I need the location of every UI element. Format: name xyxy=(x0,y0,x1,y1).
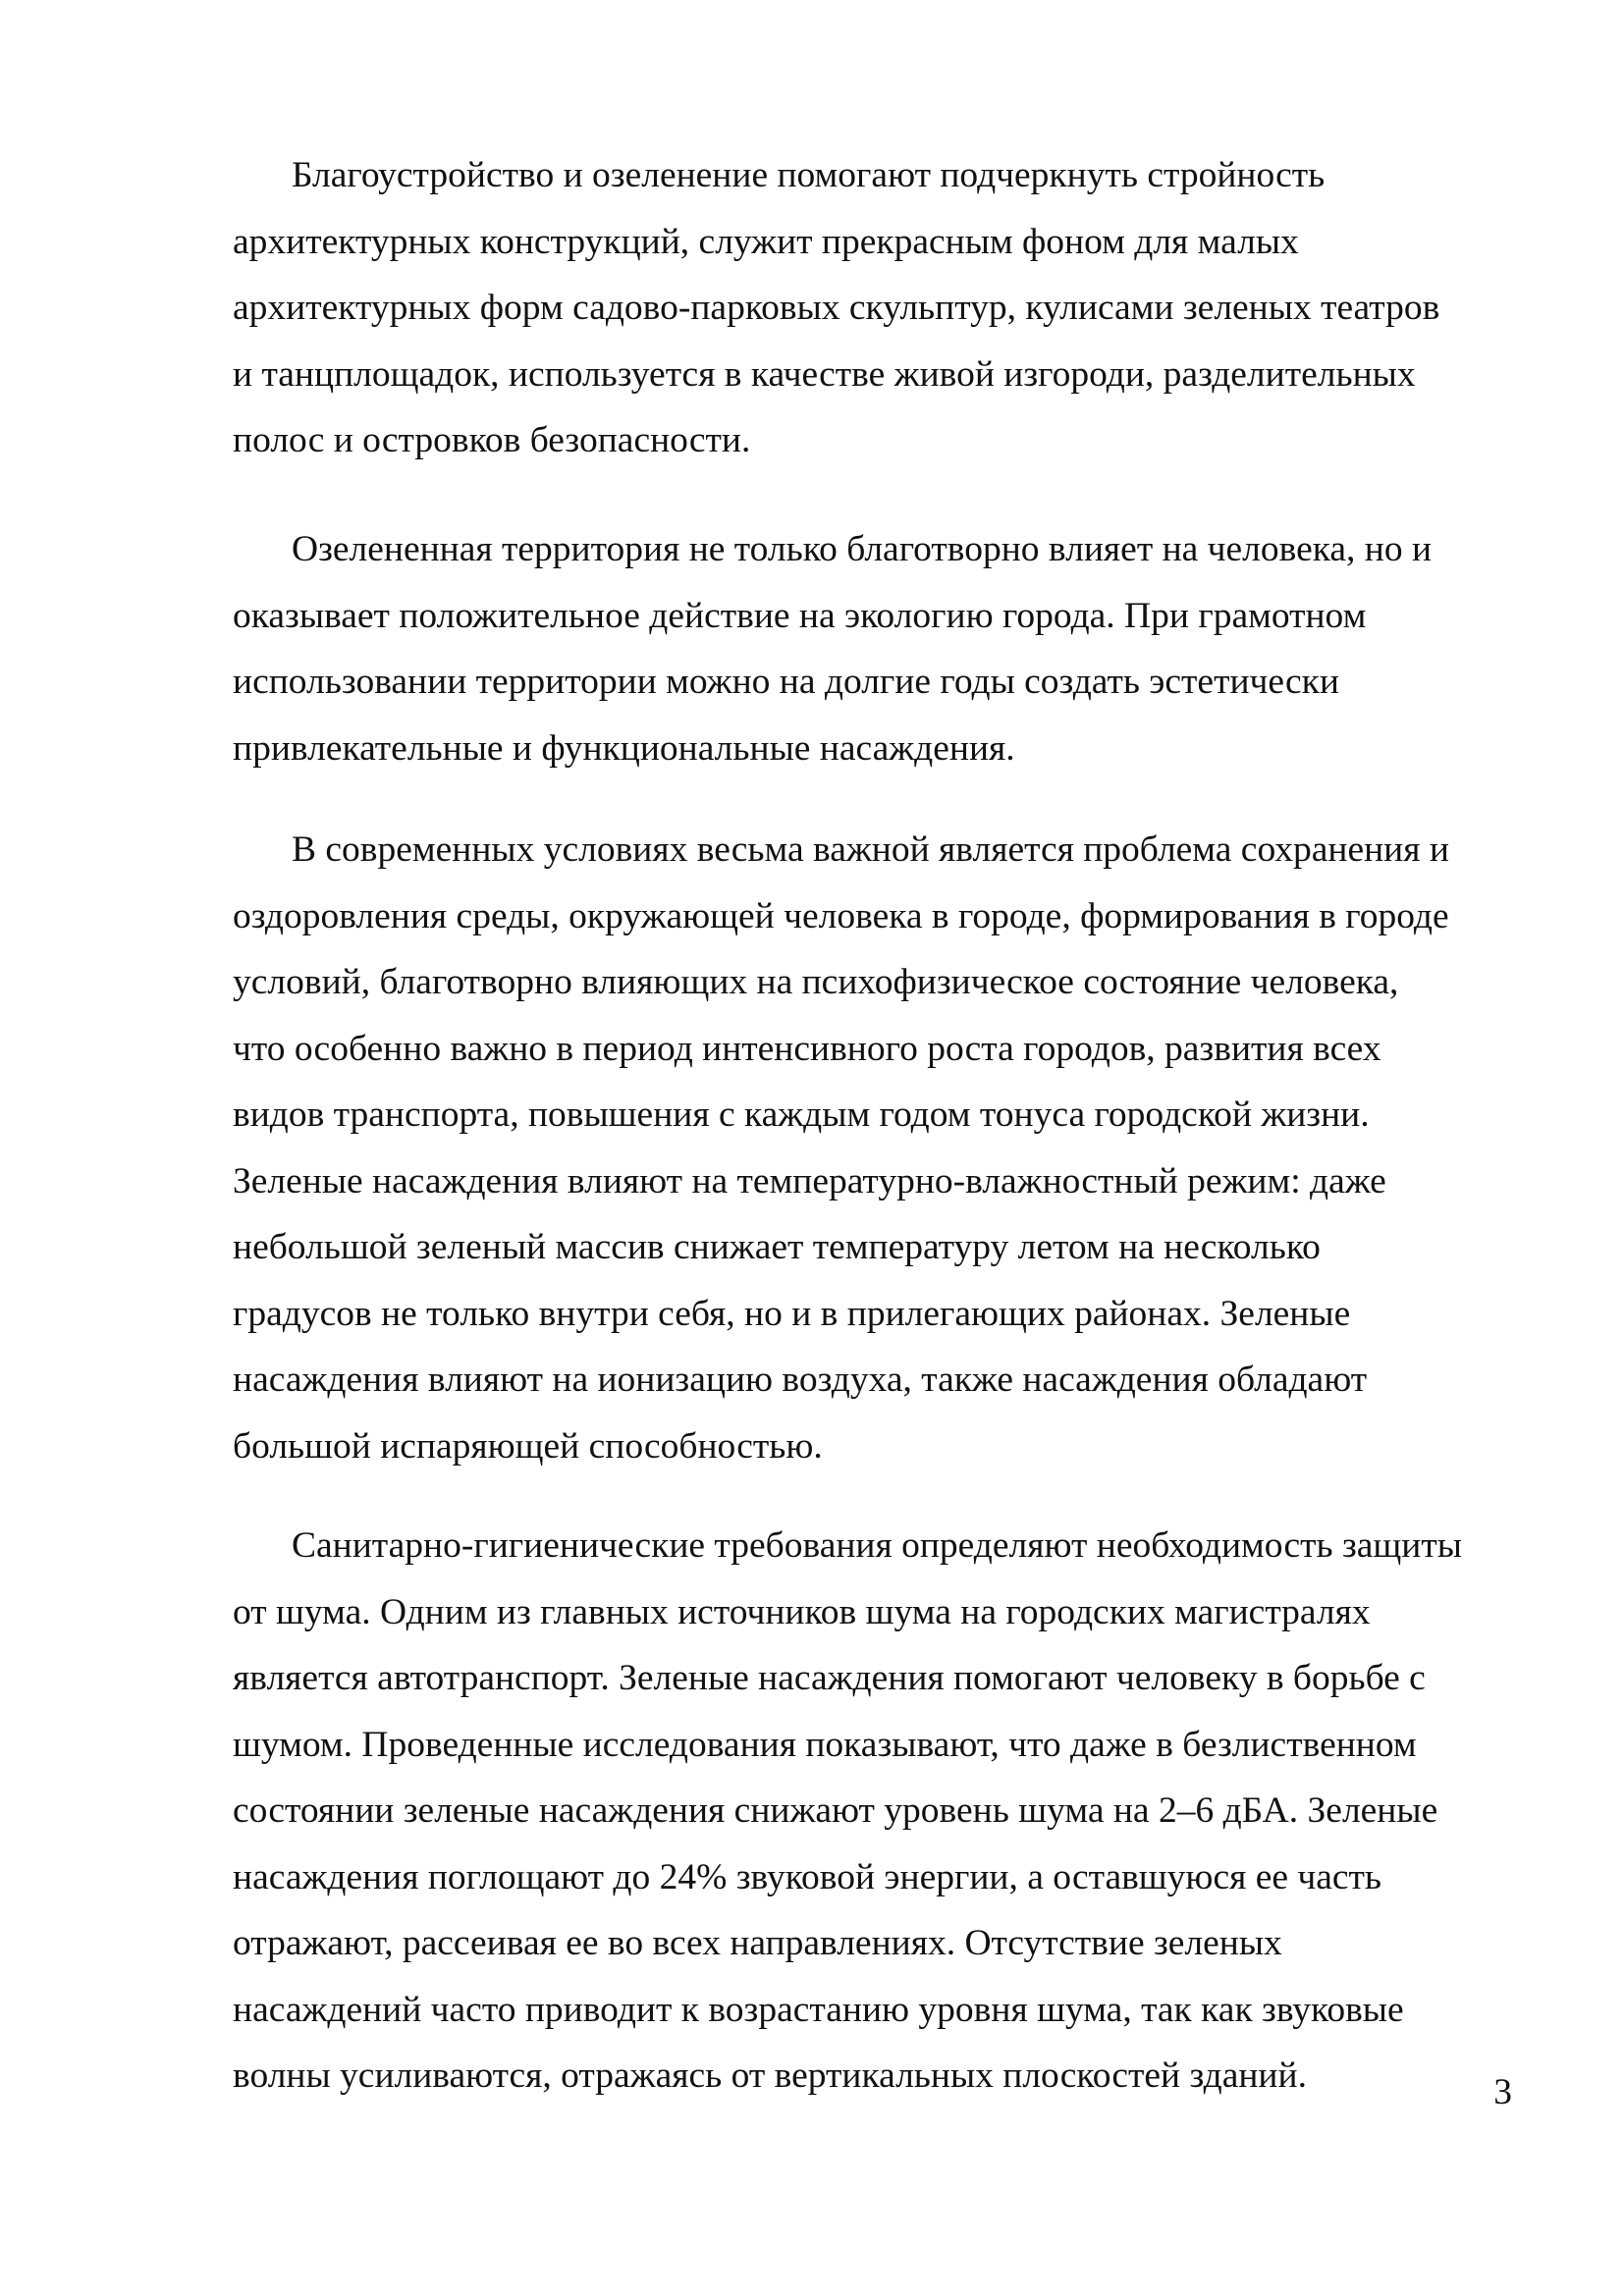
paragraph-landscaping xyxy=(233,142,1529,474)
text-line: большой испаряющей способностью. xyxy=(233,1425,823,1467)
text-line: градусов не только внутри себя, но и в прилегающих районах. Зеленые xyxy=(233,1293,1351,1334)
text-line: насаждения влияют на ионизацию воздуха, также насаждения обладают xyxy=(233,1360,1368,1400)
text-line: видов транспорта, повышения с каждым годом тонуса городской жизни. xyxy=(233,1095,1370,1135)
text-line: Зеленые насаждения влияют на температурно-влажностный режим: даже xyxy=(233,1160,1386,1201)
text-line: насаждения поглощают до 24% звуковой энергии, а оставшуюся ее часть xyxy=(233,1856,1382,1897)
text-line: и танцплощадок, используется в качестве живой изгороди, разделительных xyxy=(233,353,1416,395)
text-line: является автотранспорт. Зеленые насаждения помогают человеку в борьбе с xyxy=(233,1658,1426,1698)
text-line: использовании территории можно на долгие годы создать эстетически xyxy=(233,662,1339,702)
text-line: что особенно важно в период интенсивного роста городов, развития всех xyxy=(233,1028,1381,1069)
text-line: условий, благотворно влияющих на психофизическое состояние человека, xyxy=(233,962,1399,1002)
paragraph-noise-protection xyxy=(233,1513,1529,2109)
text-line: архитектурных конструкций, служит прекрасным фоном для малых xyxy=(233,221,1299,262)
text-line: Благоустройство и озеленение помогают подчеркнуть стройность xyxy=(292,155,1326,195)
text-line: оказывает положительное действие на экологию города. При грамотном xyxy=(233,595,1367,636)
text-line: В современных условиях весьма важной является проблема сохранения и xyxy=(292,829,1449,870)
text-line: небольшой зеленый массив снижает температуру летом на несколько xyxy=(233,1227,1321,1267)
text-line: привлекательные и функциональные насаждения. xyxy=(233,727,1015,769)
text-line: состоянии зеленые насаждения снижают уровень шума на 2–6 дБА. Зеленые xyxy=(233,1790,1438,1831)
text-line: Озелененная территория не только благотворно влияет на человека, но и xyxy=(292,529,1433,569)
text-line: Санитарно-гигиенические требования определяют необходимость защиты xyxy=(292,1525,1462,1566)
text-line: архитектурных форм садово-парковых скульптур, кулисами зеленых театров xyxy=(233,288,1440,328)
paragraph-urban-environment xyxy=(233,817,1529,1479)
text-line: шумом. Проведенные исследования показывают, что даже в безлиственном xyxy=(233,1724,1417,1765)
text-line: от шума. Одним из главных источников шума на городских магистралях xyxy=(233,1591,1371,1632)
text-line: оздоровления среды, окружающей человека в городе, формирования в городе xyxy=(233,895,1449,936)
text-line: волны усиливаются, отражаясь от вертикальных плоскостей зданий. xyxy=(233,2056,1307,2096)
text-line: насаждений часто приводит к возрастанию уровня шума, так как звуковые xyxy=(233,1989,1404,2030)
text-line: полос и островков безопасности. xyxy=(233,420,751,460)
page-number: 3 xyxy=(1493,2072,1512,2112)
paragraph-green-territory xyxy=(233,516,1529,781)
text-line: отражают, рассеивая ее во всех направлениях. Отсутствие зеленых xyxy=(233,1923,1282,1963)
